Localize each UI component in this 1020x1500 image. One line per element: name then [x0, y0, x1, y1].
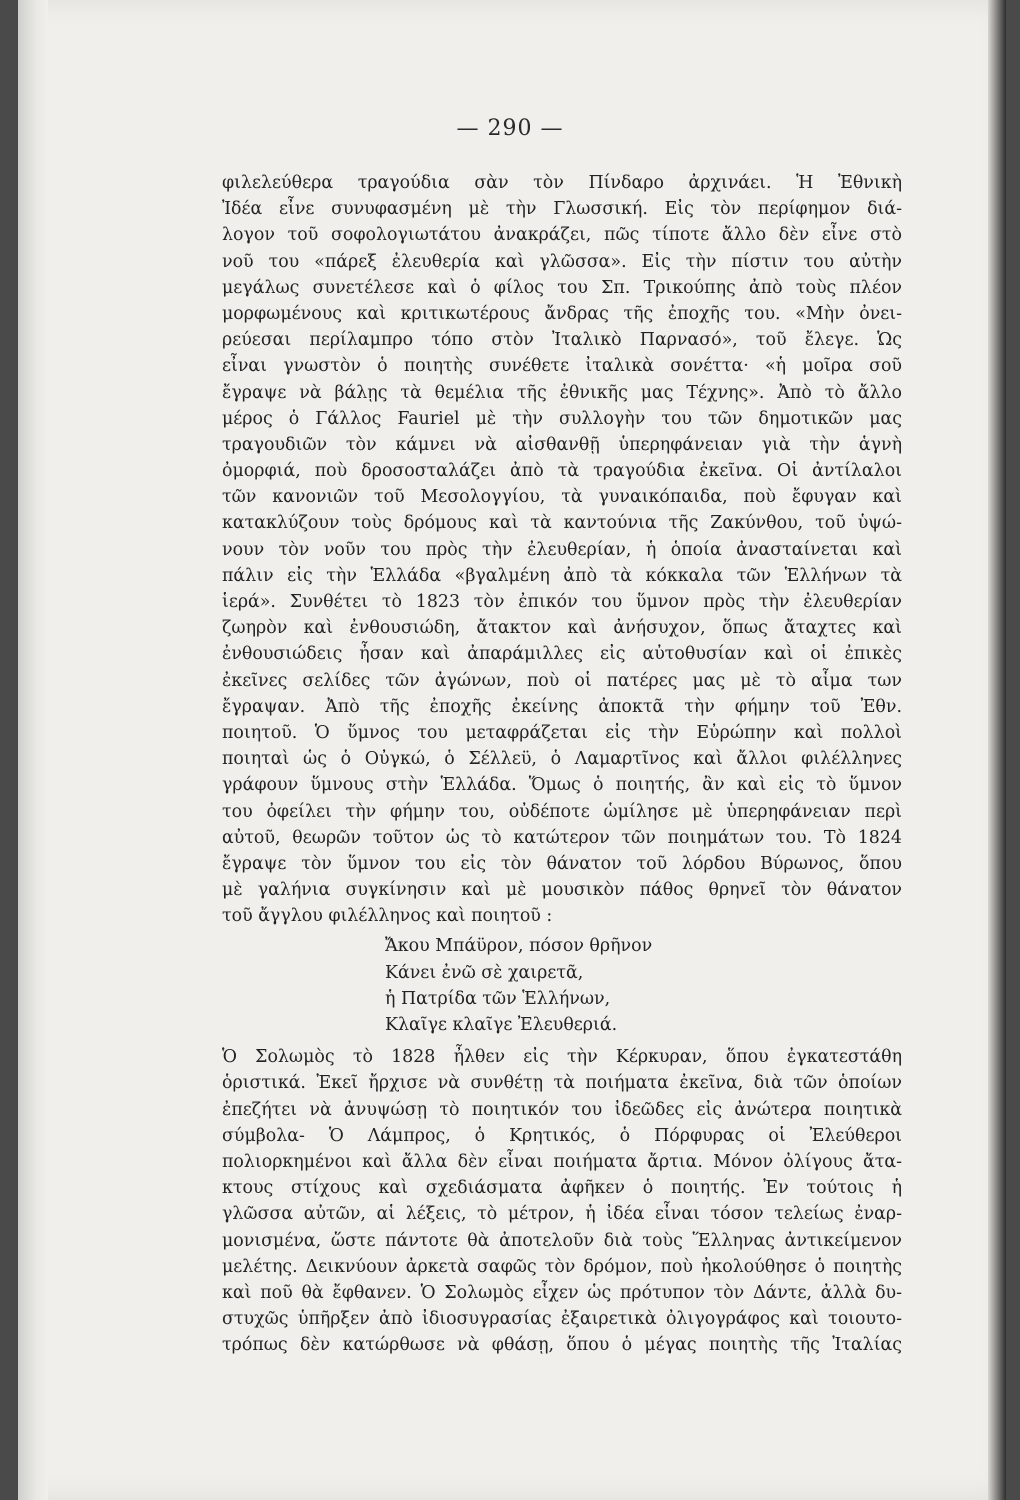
- text-line: μὲ γαλήνια συγκίνησιν καὶ μὲ μουσικὸν πάθος θρηνεῖ τὸν θάνατον: [222, 880, 902, 901]
- text-line: ἐνθουσιώδεις ἦσαν καὶ ἀπαράμιλλες εἰς αὐτοθυσίαν καὶ οἱ ἐπικὲς: [222, 644, 902, 665]
- text-line: μέρος ὁ Γάλλος Fauriel μὲ τὴν συλλογὴν του τῶν δημοτικῶν μας: [222, 408, 902, 429]
- text-line: ὀμορφιά, ποὺ δροσοσταλάζει ἀπὸ τὰ τραγούδια ἐκεῖνα. Οἱ ἀντίλαλοι: [222, 461, 902, 482]
- text-line: στυχῶς ὑπῆρξεν ἀπὸ ἰδιοσυγρασίας ἐξαιρετικὰ ὀλιγογράφος καὶ τοιουτο-: [222, 1309, 902, 1330]
- text-line: κατακλύζουν τοὺς δρόμους καὶ τὰ καντούνια τῆς Ζακύνθου, τοῦ ὑψώ-: [222, 513, 902, 534]
- text-line: μελέτης. Δεικνύουν ἀρκετὰ σαφῶς τὸν δρόμον, ποὺ ἠκολούθησε ὁ ποιητὴς: [222, 1256, 902, 1277]
- page-right-edge: [988, 0, 1006, 1500]
- page-number: — 290 —: [456, 116, 564, 141]
- text-line: ποιητοῦ. Ὁ ὕμνος του μεταφράζεται εἰς τὴν Εὐρώπην καὶ πολλοὶ: [222, 722, 902, 743]
- text-line: ἐπεζήτει νὰ ἀνυψώσῃ τὸ ποιητικόν του ἰδεῶδες εἰς ἀνώτερα ποιητικὰ: [222, 1099, 902, 1120]
- text-line: πάλιν εἰς τὴν Ἑλλάδα «βγαλμένη ἀπὸ τὰ κόκκαλα τῶν Ἑλλήνων τὰ: [222, 565, 902, 586]
- text-line: Ἰδέα εἶνε συνυφασμένη μὲ τὴν Γλωσσική. Εἰς τὸν περίφημον διά-: [222, 199, 902, 220]
- text-line: ἐκεῖνες σελίδες τῶν ἀγώνων, ποὺ οἱ πατέρες μας μὲ τὸ αἷμα των: [222, 670, 902, 691]
- text-line: γλῶσσα αὐτῶν, αἱ λέξεις, τὸ μέτρον, ἡ ἰδέα εἶναι τόσον τελείως ἐναρ-: [222, 1204, 902, 1225]
- text-line: ἔγραψε τὸν ὕμνον του εἰς τὸν θάνατον τοῦ λόρδου Βύρωνος, ὅπου: [222, 853, 902, 874]
- text-line: ἱερά». Συνθέτει τὸ 1823 τὸν ἐπικόν του ὕμνον πρὸς τὴν ἐλευθερίαν: [222, 592, 902, 612]
- text-line: φιλελεύθερα τραγούδια σὰν τὸν Πίνδαρο ἀρχινάει. Ἡ Ἐθνικὴ: [222, 173, 902, 193]
- text-line: ποιηταὶ ὡς ὁ Οὐγκώ, ὁ Σέλλεϋ, ὁ Λαμαρτῖνος καὶ ἄλλοι φιλέλληνες: [222, 749, 902, 770]
- text-line: νοῦ του «πάρεξ ἐλευθερία καὶ γλῶσσα». Εἰς τὴν πίστιν του αὐτὴν: [222, 251, 902, 272]
- verse-line: Ἄκου Μπάϋρον, πόσον θρῆνον: [385, 936, 653, 957]
- text-line: ἔγραψε νὰ βάλῃς τὰ θεμέλια τῆς ἐθνικῆς μας Τέχνης». Ἀπὸ τὸ ἄλλο: [222, 382, 902, 403]
- verse-line: ἡ Πατρίδα τῶν Ἑλλήνων,: [385, 988, 611, 1009]
- text-line: μονισμένα, ὥστε πάντοτε θὰ ἀποτελοῦν διὰ τοὺς Ἕλληνας ἀντικείμενον: [222, 1230, 902, 1251]
- verse-line: Κάνει ἐνῶ σὲ χαιρετᾶ,: [385, 962, 584, 983]
- text-line: τραγουδιῶν τὸν κάμνει νὰ αἰσθανθῇ ὑπερηφάνειαν γιὰ τὴν ἁγνὴ: [222, 434, 902, 455]
- text-line: Ὁ Σολωμὸς τὸ 1828 ἦλθεν εἰς τὴν Κέρκυραν, ὅπου ἐγκατεστάθη: [222, 1047, 902, 1068]
- text-line: πολιορκημένοι καὶ ἄλλα δὲν εἶναι ποιήματα ἄρτια. Μόνον ὀλίγους ἄτα-: [222, 1151, 902, 1172]
- text-line: ἔγραψαν. Ἀπὸ τῆς ἐποχῆς ἐκείνης ἀποκτᾶ τὴν φήμην τοῦ Ἐθν.: [222, 696, 902, 717]
- text-line: σύμβολα- Ὁ Λάμπρος, ὁ Κρητικός, ὁ Πόρφυρας οἱ Ἐλεύθεροι: [222, 1125, 902, 1146]
- text-line: τῶν κανονιῶν τοῦ Μεσολογγίου, τὰ γυναικόπαιδα, ποὺ ἔφυγαν καὶ: [222, 487, 902, 508]
- text-line: καὶ ποῦ θὰ ἔφθανεν. Ὁ Σολωμὸς εἶχεν ὡς πρότυπον τὸν Δάντε, ἀλλὰ δυ-: [222, 1282, 902, 1303]
- text-line: εἶναι γνωστὸν ὁ ποιητὴς συνέθετε ἰταλικὰ σονέττα· «ἡ μοῖρα σοῦ: [222, 356, 902, 377]
- text-line: τρόπως δὲν κατώρθωσε νὰ φθάσῃ, ὅπου ὁ μέγας ποιητὴς τῆς Ἰταλίας: [222, 1335, 902, 1356]
- text-line: του ὀφείλει τὴν φήμην του, οὐδέποτε ὡμίλησε μὲ ὑπερηφάνειαν περὶ: [222, 801, 902, 822]
- text-line: ζωηρὸν καὶ ἐνθουσιώδη, ἄτακτον καὶ ἀνήσυχον, ὅπως ἄταχτες καὶ: [222, 618, 902, 639]
- text-line: ὁριστικά. Ἐκεῖ ἤρχισε νὰ συνθέτῃ τὰ ποιήματα ἐκεῖνα, διὰ τῶν ὁποίων: [222, 1073, 902, 1094]
- text-line: κτους στίχους καὶ σχεδιάσματα ἀφῆκεν ὁ ποιητής. Ἐν τούτοις ἡ: [222, 1178, 902, 1199]
- text-line: ρεύεσαι περίλαμπρο τόπο στὸν Ἰταλικὸ Παρνασό», τοῦ ἔλεγε. Ὡς: [222, 330, 902, 351]
- page-gutter: [18, 0, 48, 1500]
- body-text: [222, 170, 902, 1358]
- text-line: νουν τὸν νοῦν του πρὸς τὴν ἐλευθερίαν, ἡ ὁποία ἀνασταίνεται καὶ: [222, 539, 902, 560]
- text-line: αὐτοῦ, θεωρῶν τοῦτον ὡς τὸ κατώτερον τῶν ποιημάτων του. Τὸ 1824: [222, 827, 902, 848]
- text-line: τοῦ ἄγγλου φιλέλληνος καὶ ποιητοῦ :: [222, 906, 553, 927]
- verse-line: Κλαῖγε κλαῖγε Ἐλευθεριά.: [385, 1015, 618, 1035]
- text-line: λογον τοῦ σοφολογιωτάτου ἀνακράζει, πῶς τίποτε ἄλλο δὲν εἶνε στὸ: [222, 225, 902, 246]
- text-line: γράφουν ὕμνους στὴν Ἑλλάδα. Ὅμως ὁ ποιητής, ἂν καὶ εἰς τὸ ὕμνον: [222, 775, 902, 796]
- text-line: μεγάλως συνετέλεσε καὶ ὁ φίλος του Σπ. Τρικούπης ἀπὸ τοὺς πλέον: [222, 277, 902, 298]
- text-line: μορφωμένους καὶ κριτικωτέρους ἄνδρας τῆς ἐποχῆς του. «Μὴν ὀνει-: [222, 303, 902, 324]
